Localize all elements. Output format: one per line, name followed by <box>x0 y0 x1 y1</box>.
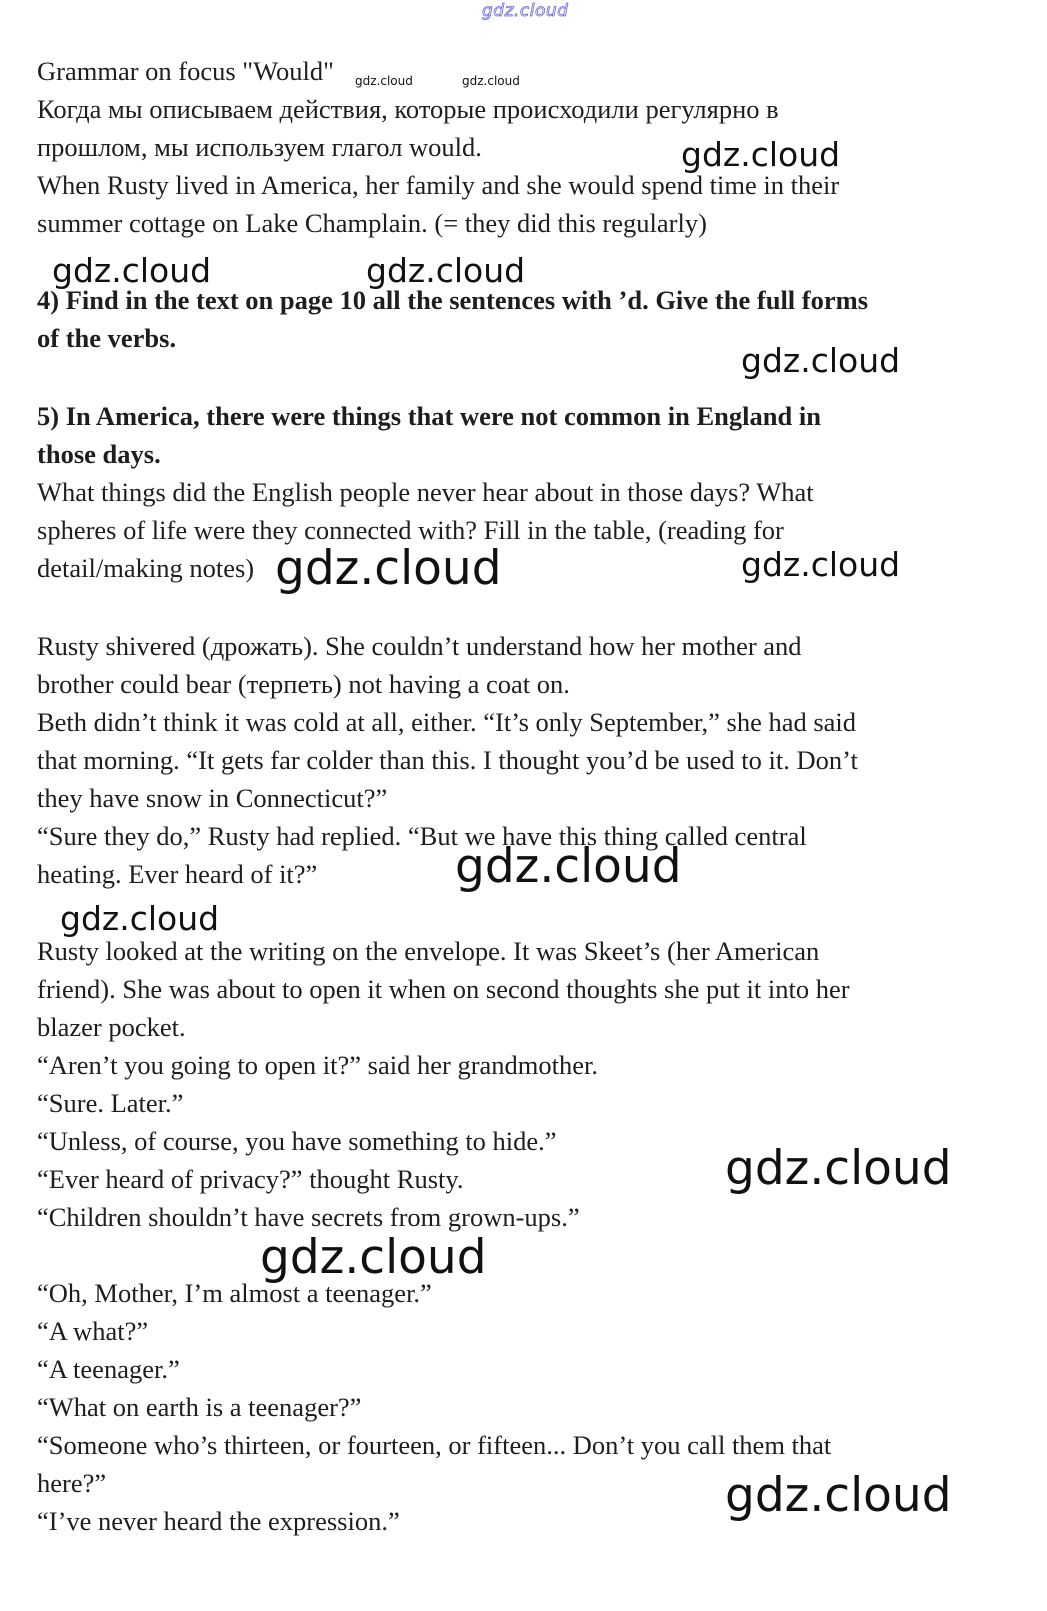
dialogue-line: “Oh, Mother, I’m almost a teenager.” <box>37 1278 432 1308</box>
watermark: gdz.cloud <box>741 341 901 380</box>
watermark-large: gdz.cloud <box>455 839 682 894</box>
task-5-title: 5) In America, there were things that were not common in England in <box>37 401 821 431</box>
story-line: Rusty looked at the writing on the envelope. It was Skeet’s (her American <box>37 936 820 966</box>
story-line: “Sure they do,” Rusty had replied. “But we have this thing called central <box>37 821 807 851</box>
dialogue-line: “Sure. Later.” <box>37 1088 184 1118</box>
watermark: gdz.cloud <box>60 899 220 938</box>
watermark-large: gdz.cloud <box>275 541 502 596</box>
watermark: gdz.cloud <box>681 135 841 174</box>
story-line: brother could bear (терпеть) not having a coat on. <box>37 669 570 699</box>
dialogue-line: “Aren’t you going to open it?” said her grandmother. <box>37 1050 599 1080</box>
grammar-text-ru: прошлом, мы используем глагол would. <box>37 132 482 162</box>
task-5-title: those days. <box>37 439 161 469</box>
story-line: Rusty shivered (дрожать). She couldn’t understand how her mother and <box>37 631 802 661</box>
grammar-example: When Rusty lived in America, her family and she would spend time in their <box>37 170 840 200</box>
watermark-large: gdz.cloud <box>260 1230 487 1285</box>
dialogue-line: “I’ve never heard the expression.” <box>37 1506 400 1536</box>
dialogue-line: “What on earth is a teenager?” <box>37 1392 362 1422</box>
dialogue-line: “A teenager.” <box>37 1354 180 1384</box>
watermark-large: gdz.cloud <box>725 1468 952 1523</box>
story-line: friend). She was about to open it when on second thoughts she put it into her <box>37 974 850 1004</box>
watermark-small: gdz.cloud <box>462 74 520 88</box>
dialogue-line: “Someone who’s thirteen, or fourteen, or fifteen... Don’t you call them that <box>37 1430 832 1460</box>
grammar-example: summer cottage on Lake Champlain. (= they did this regularly) <box>37 208 707 238</box>
watermark-small: gdz.cloud <box>355 74 413 88</box>
dialogue-line: here?” <box>37 1468 107 1498</box>
dialogue-line: “A what?” <box>37 1316 149 1346</box>
task-5-instruction: detail/making notes) <box>37 553 255 583</box>
story-line: heating. Ever heard of it?” <box>37 859 318 889</box>
dialogue-line: “Children shouldn’t have secrets from grown-ups.” <box>37 1202 580 1232</box>
grammar-heading: Grammar on focus "Would" <box>37 56 334 86</box>
story-line: Beth didn’t think it was cold at all, either. “It’s only September,” she had said <box>37 707 857 737</box>
watermark: gdz.cloud <box>741 545 901 584</box>
task-4-title: of the verbs. <box>37 323 177 353</box>
story-line: blazer pocket. <box>37 1012 186 1042</box>
task-4-title: 4) Find in the text on page 10 all the sentences with ’d. Give the full forms <box>37 285 869 315</box>
watermark-large: gdz.cloud <box>725 1141 952 1196</box>
watermark: gdz.cloud <box>52 251 212 290</box>
dialogue-line: “Ever heard of privacy?” thought Rusty. <box>37 1164 464 1194</box>
grammar-text-ru: Когда мы описываем действия, которые происходили регулярно в <box>37 94 779 124</box>
dialogue-line: “Unless, of course, you have something to hide.” <box>37 1126 557 1156</box>
story-line: that morning. “It gets far colder than this. I thought you’d be used to it. Don’t <box>37 745 858 775</box>
watermark-top: gdz.cloud <box>482 1 569 21</box>
watermark: gdz.cloud <box>366 251 526 290</box>
story-line: they have snow in Connecticut?” <box>37 783 388 813</box>
task-5-instruction: spheres of life were they connected with? Fill in the table, (reading for <box>37 515 784 545</box>
task-5-instruction: What things did the English people never hear about in those days? What <box>37 477 814 507</box>
